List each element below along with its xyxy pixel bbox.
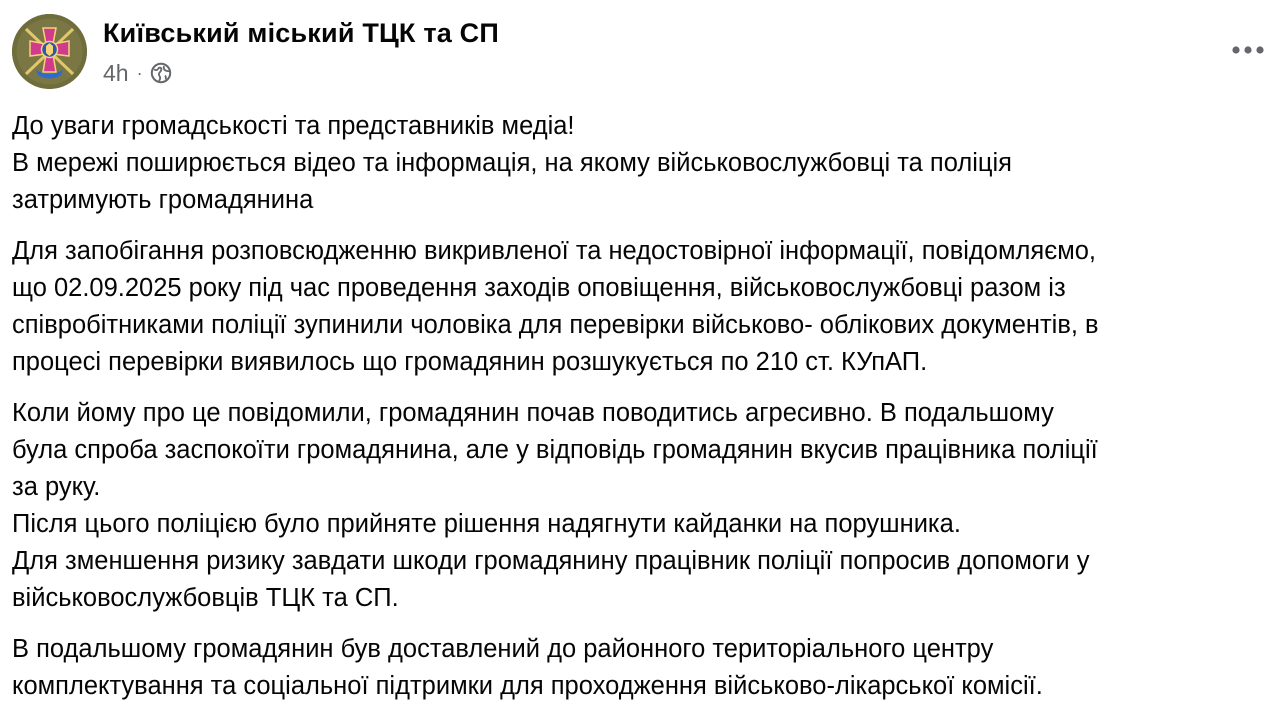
- post-paragraph: [12, 395, 1274, 617]
- text-line: Коли йому про це повідомили, громадянин почав поводитись агресивно. В подальшому: [12, 399, 1054, 427]
- text-line: процесі перевірки виявилось що громадянин розшукується по 210 ст. КУпАП.: [12, 348, 928, 376]
- text-line: за руку.: [12, 473, 101, 501]
- text-line: В подальшому громадянин був доставлений до районного територіального центру: [12, 635, 994, 663]
- text-line: Для зменшення ризику завдати шкоди громадянину працівник поліції попросив допомоги у: [12, 547, 1090, 575]
- text-line: Для запобігання розповсюдженню викривленої та недостовірної інформації, повідомляємо,: [12, 237, 1097, 265]
- post-header: [0, 0, 1280, 100]
- post-paragraph: [12, 631, 1274, 705]
- post-paragraph: [12, 233, 1274, 381]
- text-line: була спроба заспокоїти громадянина, але у відповідь громадянин вкусив працівника поліції: [12, 436, 1098, 464]
- post-text: [12, 108, 1274, 719]
- globe-icon[interactable]: [150, 62, 172, 84]
- text-line: До уваги громадськості та представників медіа!: [12, 112, 575, 140]
- more-options-icon: [1231, 45, 1265, 55]
- more-options-button[interactable]: [1230, 32, 1266, 68]
- text-line: В мережі поширюється відео та інформація, на якому військовослужбовці та поліція: [12, 149, 1012, 177]
- post-timestamp[interactable]: 4h: [103, 59, 129, 86]
- post-paragraph: [12, 108, 1274, 219]
- page-name[interactable]: Київський міський ТЦК та СП: [103, 18, 499, 48]
- page-avatar[interactable]: [12, 14, 87, 89]
- text-line: комплектування та соціальної підтримки для проходження військово-лікарської комісії.: [12, 672, 1043, 700]
- emblem-logo-icon: [12, 14, 87, 89]
- text-line: що 02.09.2025 року під час проведення заходів оповіщення, військовослужбовці разом із: [12, 274, 1066, 302]
- text-line: співробітниками поліції зупинили чоловіка для перевірки військово- облікових документів, в: [12, 311, 1099, 339]
- text-line: затримують громадянина: [12, 186, 314, 214]
- text-line: військовослужбовців ТЦК та СП.: [12, 584, 399, 612]
- meta-separator: ·: [136, 62, 143, 83]
- text-line: Після цього поліцією було прийняте рішення надягнути кайданки на порушника.: [12, 510, 961, 538]
- post-meta: [103, 58, 172, 88]
